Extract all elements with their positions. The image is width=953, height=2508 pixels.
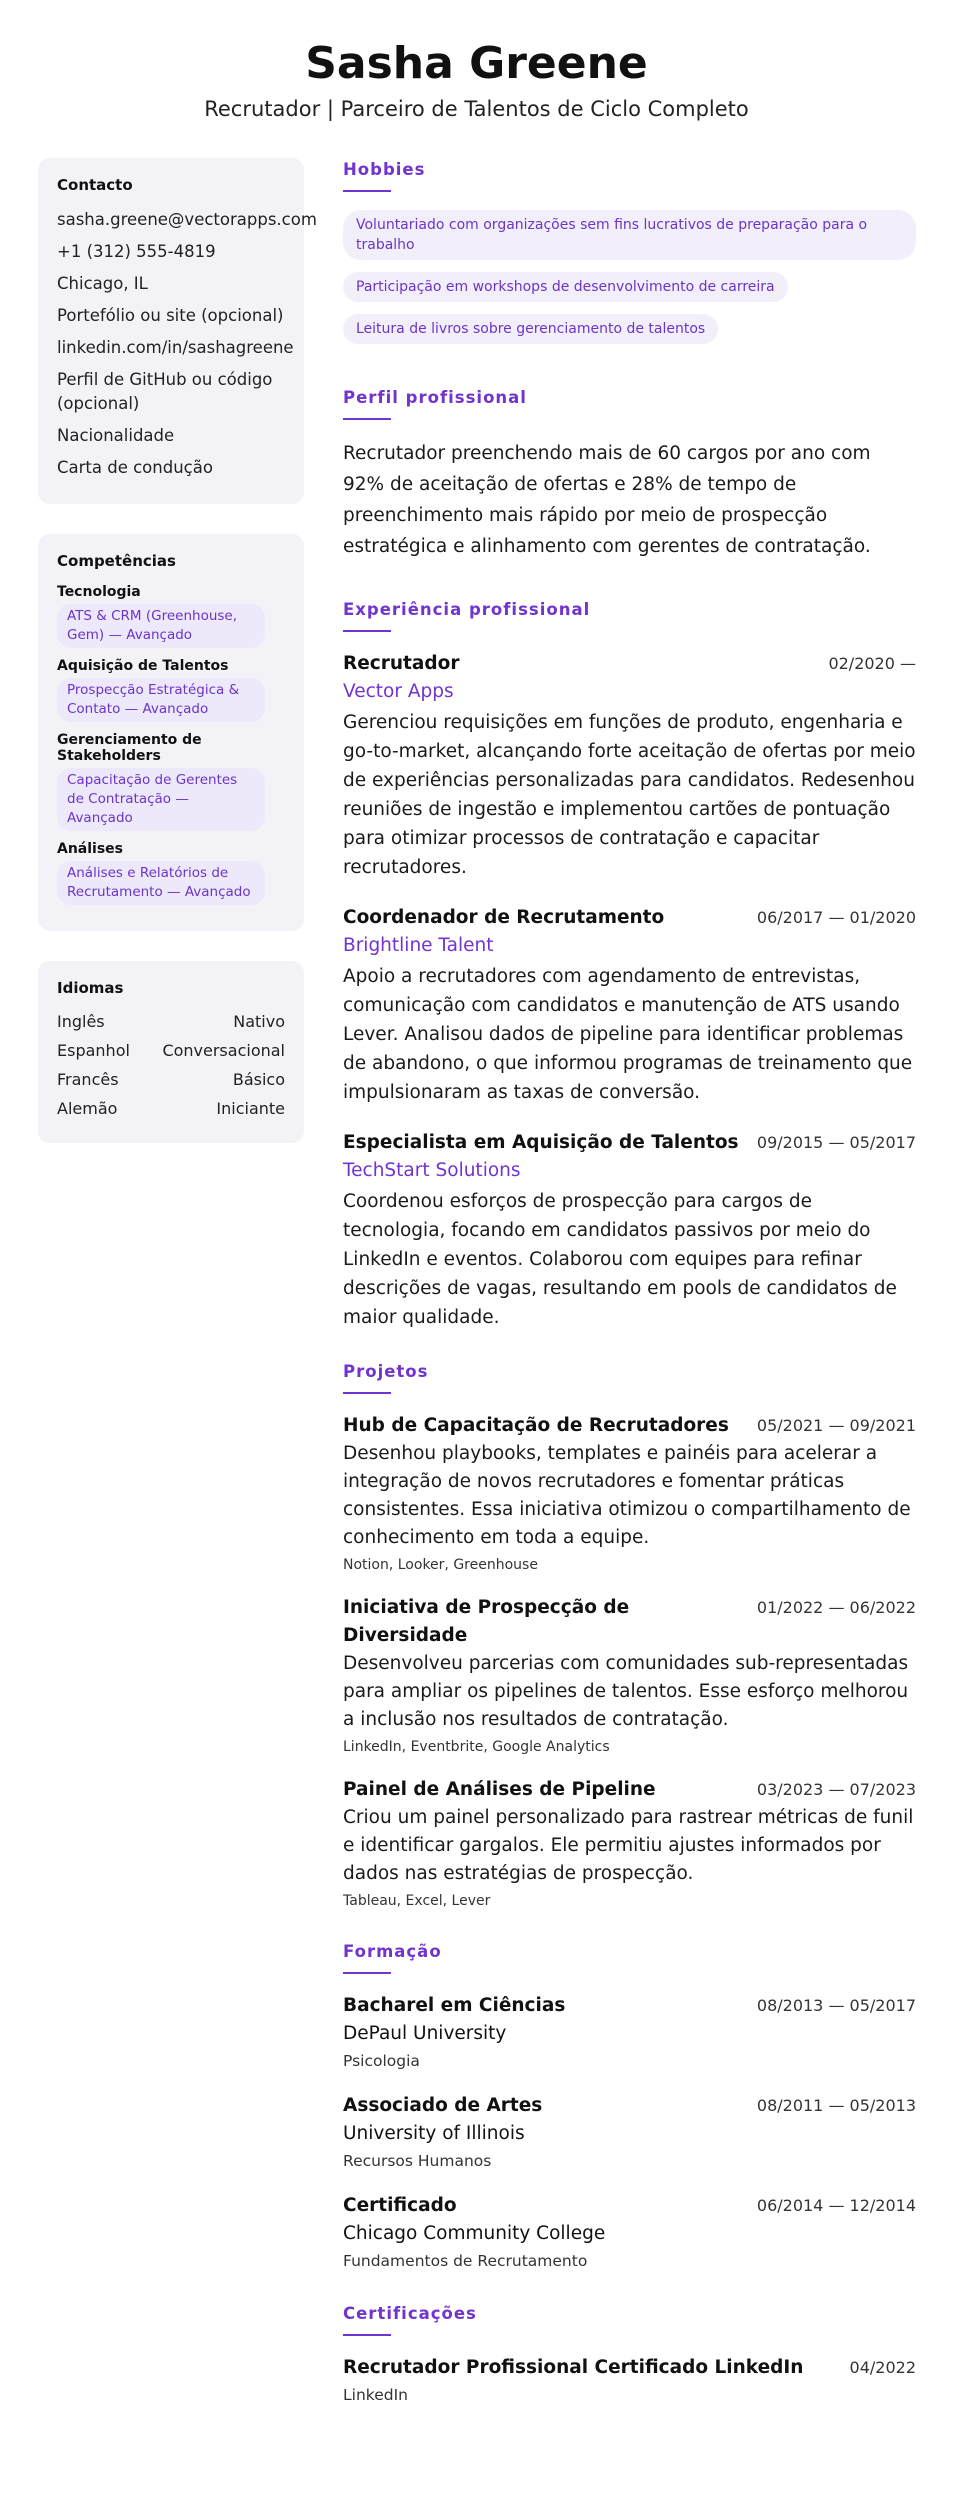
- contact-card: [38, 158, 317, 504]
- institution-name: DePaul University: [343, 2023, 507, 2044]
- experience-entry: [343, 904, 916, 1107]
- project-tech: LinkedIn, Eventbrite, Google Analytics: [343, 1739, 610, 1755]
- project-entry: [343, 1412, 916, 1576]
- job-description: Gerenciou requisições em funções de produto, engenharia e go-to-market, alcançando forte aceitação de ofertas por meio de experiências personalizadas para candidatos. Redesenhou reuniões de ingestão e implementou cartões de pontuação para otimizar processos de contratação e capacitar recrutadores.: [343, 712, 916, 878]
- section-divider: [343, 1972, 391, 1974]
- contact-email[interactable]: sasha.greene@vectorapps.com: [57, 210, 317, 229]
- contact-location: Chicago, IL: [57, 274, 148, 293]
- skills-heading: Competências: [57, 552, 176, 570]
- hobby-pill: Voluntariado com organizações sem fins lucrativos de preparação para o trabalho: [343, 210, 916, 260]
- skill-pill: Análises e Relatórios de Recrutamento — Avançado: [57, 861, 265, 905]
- education-dates: 08/2011 — 05/2013: [756, 2096, 916, 2115]
- skill-group-title: Análises: [57, 841, 124, 857]
- contact-phone[interactable]: +1 (312) 555-4819: [57, 242, 216, 261]
- language-row: [57, 1069, 285, 1091]
- education-entry: [343, 1992, 916, 2074]
- degree-title: Certificado: [343, 2195, 457, 2216]
- skill-group-title: Tecnologia: [57, 584, 141, 600]
- languages-card: [38, 961, 304, 1143]
- education-entry: [343, 2092, 916, 2174]
- degree-title: Associado de Artes: [343, 2095, 543, 2116]
- project-description: Desenvolveu parcerias com comunidades sub-representadas para ampliar os pipelines de talentos. Esse esforço melhorou a inclusão nos resultados de contratação.: [343, 1653, 909, 1730]
- language-name: Espanhol: [57, 1041, 130, 1060]
- project-description: Criou um painel personalizado para rastrear métricas de funil e identificar gargalos. Ele permitiu ajustes informados por dados nas estratégias de prospecção.: [343, 1807, 914, 1884]
- language-row: [57, 1040, 285, 1062]
- candidate-title: Recrutador | Parceiro de Talentos de Ciclo Completo: [204, 97, 749, 121]
- job-dates: 09/2015 — 05/2017: [756, 1133, 916, 1152]
- skill-group: [57, 841, 285, 905]
- project-title: Painel de Análises de Pipeline: [343, 1779, 656, 1800]
- company-name: Brightline Talent: [343, 935, 494, 956]
- language-level: Iniciante: [216, 1099, 285, 1118]
- project-title: Iniciativa de Prospecção de Diversidade: [343, 1597, 630, 1646]
- company-name: TechStart Solutions: [343, 1160, 521, 1181]
- projects-section: [343, 1360, 916, 1912]
- skill-group: [57, 732, 285, 831]
- job-dates: 02/2020 —: [828, 654, 916, 673]
- certification-name: Recrutador Profissional Certificado LinkedIn: [343, 2357, 804, 2378]
- skill-group: [57, 584, 285, 648]
- skill-pill: ATS & CRM (Greenhouse, Gem) — Avançado: [57, 604, 265, 648]
- language-name: Francês: [57, 1070, 119, 1089]
- languages-heading: Idiomas: [57, 979, 124, 997]
- skill-group-title: Aquisição de Talentos: [57, 658, 229, 674]
- project-dates: 05/2021 — 09/2021: [756, 1416, 916, 1435]
- contact-portfolio: Portefólio ou site (opcional): [57, 306, 284, 325]
- candidate-name: Sasha Greene: [305, 38, 648, 89]
- job-description: Apoio a recrutadores com agendamento de entrevistas, comunicação com candidatos e manutenção de ATS usando Lever. Analisou dados de pipeline para identificar problemas de abandono, o que informou programas de treinamento que impulsionaram as taxas de conversão.: [343, 966, 913, 1103]
- profile-summary: Recrutador preenchendo mais de 60 cargos por ano com 92% de aceitação de ofertas e 28% de tempo de preenchimento mais rápido por meio de prospecção estratégica e alinhamento com gerentes de contratação.: [343, 443, 871, 557]
- hobbies-heading: Hobbies: [343, 160, 426, 179]
- education-section: [343, 1940, 916, 2274]
- language-level: Básico: [232, 1070, 285, 1089]
- language-level: Nativo: [233, 1012, 285, 1031]
- hobby-pill: Leitura de livros sobre gerenciamento de talentos: [343, 314, 718, 344]
- hobby-pill: Participação em workshops de desenvolvimento de carreira: [343, 272, 788, 302]
- project-dates: 03/2023 — 07/2023: [756, 1780, 916, 1799]
- field-of-study: Recursos Humanos: [343, 2152, 492, 2170]
- section-divider: [343, 190, 391, 192]
- skill-pill: Prospecção Estratégica & Contato — Avançado: [57, 678, 265, 722]
- section-divider: [343, 630, 391, 632]
- language-level: Conversacional: [162, 1041, 285, 1060]
- institution-name: University of Illinois: [343, 2123, 525, 2144]
- skill-group-title: Gerenciamento de Stakeholders: [57, 732, 202, 764]
- education-dates: 06/2014 — 12/2014: [756, 2196, 916, 2215]
- language-row: [57, 1011, 285, 1033]
- education-entry: [343, 2192, 916, 2274]
- job-description: Coordenou esforços de prospecção para cargos de tecnologia, focando em candidatos passivos por meio do LinkedIn e eventos. Colaborou com equipes para refinar descrições de vagas, resultando em pools de candidatos de maior qualidade.: [343, 1191, 897, 1328]
- field-of-study: Psicologia: [343, 2052, 420, 2070]
- experience-entry: [343, 1129, 916, 1332]
- section-divider: [343, 2334, 391, 2336]
- skill-pill: Capacitação de Gerentes de Contratação — Avançado: [57, 768, 265, 831]
- contact-nationality: Nacionalidade: [57, 426, 175, 445]
- certification-date: 04/2022: [849, 2358, 916, 2377]
- profile-section: [343, 386, 916, 562]
- education-dates: 08/2013 — 05/2017: [756, 1996, 916, 2015]
- job-title: Especialista em Aquisição de Talentos: [343, 1132, 739, 1153]
- field-of-study: Fundamentos de Recrutamento: [343, 2252, 588, 2270]
- projects-heading: Projetos: [343, 1362, 429, 1381]
- language-name: Inglês: [57, 1012, 105, 1031]
- company-name: Vector Apps: [343, 681, 454, 702]
- contact-heading: Contacto: [57, 176, 133, 194]
- certifications-heading: Certificações: [343, 2304, 477, 2323]
- resume-header: [0, 34, 953, 124]
- project-dates: 01/2022 — 06/2022: [756, 1598, 916, 1617]
- section-divider: [343, 418, 391, 420]
- experience-heading: Experiência profissional: [343, 600, 591, 619]
- certifications-section: [343, 2302, 916, 2408]
- language-name: Alemão: [57, 1099, 118, 1118]
- contact-linkedin[interactable]: linkedin.com/in/sashagreene: [57, 338, 294, 357]
- language-row: [57, 1098, 285, 1120]
- main-column: [343, 158, 916, 2444]
- certification-issuer: LinkedIn: [343, 2386, 408, 2404]
- contact-github: Perfil de GitHub ou código (opcional): [57, 370, 273, 413]
- certification-entry: [343, 2354, 916, 2408]
- job-title: Coordenador de Recrutamento: [343, 907, 665, 928]
- project-description: Desenhou playbooks, templates e painéis para acelerar a integração de novos recrutadores e fomentar práticas consistentes. Essa iniciativa otimizou o compartilhamento de conhecimento em toda a equipe.: [343, 1443, 911, 1548]
- experience-section: [343, 598, 916, 1332]
- hobbies-section: [343, 158, 916, 356]
- skills-card: [38, 534, 304, 931]
- project-tech: Notion, Looker, Greenhouse: [343, 1557, 538, 1573]
- sidebar: [38, 158, 317, 1173]
- section-divider: [343, 1392, 391, 1394]
- contact-license: Carta de condução: [57, 458, 213, 477]
- profile-heading: Perfil profissional: [343, 388, 527, 407]
- project-entry: [343, 1594, 916, 1758]
- skill-group: [57, 658, 285, 722]
- project-tech: Tableau, Excel, Lever: [343, 1893, 491, 1909]
- degree-title: Bacharel em Ciências: [343, 1995, 566, 2016]
- project-entry: [343, 1776, 916, 1912]
- job-title: Recrutador: [343, 653, 460, 674]
- education-heading: Formação: [343, 1942, 442, 1961]
- job-dates: 06/2017 — 01/2020: [756, 908, 916, 927]
- project-title: Hub de Capacitação de Recrutadores: [343, 1415, 729, 1436]
- institution-name: Chicago Community College: [343, 2223, 606, 2244]
- experience-entry: [343, 650, 916, 882]
